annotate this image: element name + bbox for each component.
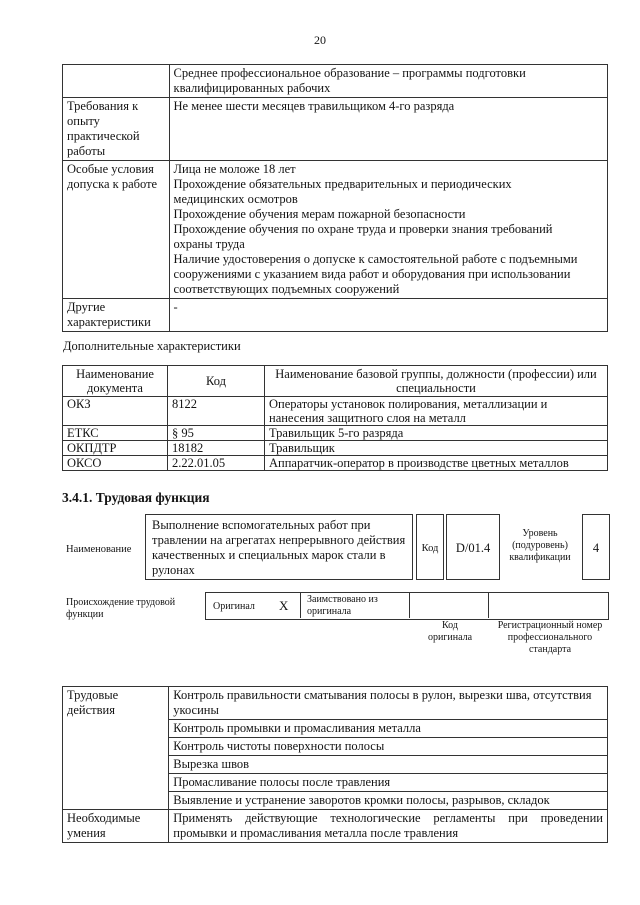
actions-label: Трудовые действия bbox=[63, 687, 169, 810]
function-name: Выполнение вспомогательных работ при травлении на агрегатах непрерывного действия качественных и специальных марок стали в рулонах bbox=[152, 518, 406, 577]
code-value-box bbox=[446, 514, 500, 580]
cell-code: 8122 bbox=[168, 397, 265, 426]
additional-heading: Дополнительные характеристики bbox=[63, 339, 241, 353]
origin-box bbox=[205, 592, 609, 620]
requirements-table bbox=[62, 64, 608, 332]
section-title: 3.4.1. Трудовая функция bbox=[62, 490, 210, 505]
cell-code: § 95 bbox=[168, 426, 265, 441]
row-value bbox=[169, 161, 607, 299]
cell-name: Травильщик bbox=[265, 441, 608, 456]
table-row bbox=[63, 441, 608, 456]
text-line: медицинских осмотров bbox=[173, 192, 298, 206]
text-line: Прохождение обучения мерам пожарной безопасности bbox=[173, 207, 466, 221]
original-label: Оригинал bbox=[213, 601, 255, 612]
table-row bbox=[63, 426, 608, 441]
cell-name: Операторы установок полирования, металлизации и нанесения защитного слоя на металл bbox=[265, 397, 608, 426]
divider bbox=[300, 592, 301, 618]
cell-doc: ЕТКС bbox=[63, 426, 168, 441]
cell-name: Аппаратчик-оператор в производстве цветных металлов bbox=[265, 456, 608, 471]
cell-name: Травильщик 5-го разряда bbox=[265, 426, 608, 441]
code-caption: Код оригинала bbox=[427, 620, 473, 643]
divider bbox=[488, 592, 489, 618]
code-label-box bbox=[416, 514, 444, 580]
page-number: 20 bbox=[314, 33, 326, 47]
function-name-box bbox=[145, 514, 413, 580]
text-line: охраны труда bbox=[173, 237, 245, 251]
row-label: Другие характеристики bbox=[63, 299, 170, 332]
table-row bbox=[63, 397, 608, 426]
code-label: Код bbox=[421, 543, 439, 554]
skills-label: Необходимые умения bbox=[63, 810, 169, 843]
row-label bbox=[63, 65, 170, 98]
level-value-box bbox=[582, 514, 610, 580]
code-value: D/01.4 bbox=[455, 541, 491, 555]
text-line: - bbox=[173, 300, 178, 314]
cell-code: 18182 bbox=[168, 441, 265, 456]
header-doc: Наименование документа bbox=[63, 366, 168, 397]
cell-code: 2.22.01.05 bbox=[168, 456, 265, 471]
action-item: Контроль чистоты поверхности полосы bbox=[169, 738, 608, 756]
action-item: Контроль правильности сматывания полосы в рулон, вырезки шва, отсутствия укосины bbox=[169, 687, 608, 720]
name-label: Наименование bbox=[66, 544, 132, 555]
level-label: Уровень (подуровень) квалификации bbox=[509, 528, 571, 563]
table-row bbox=[63, 299, 608, 332]
text-line: Прохождение обучения по охране труда и проверки знания требований bbox=[173, 222, 553, 236]
table-row bbox=[63, 161, 608, 299]
original-mark: X bbox=[279, 598, 289, 613]
action-item: Промасливание полосы после травления bbox=[169, 774, 608, 792]
actions-table bbox=[62, 686, 608, 843]
text-line: квалифицированных рабочих bbox=[173, 81, 331, 95]
text-line: сооружениями с указанием вида работ и оборудования при использовании bbox=[173, 267, 571, 281]
row-value bbox=[169, 98, 607, 161]
divider bbox=[409, 592, 410, 618]
text-line: Не менее шести месяцев травильщиком 4-го разряда bbox=[173, 99, 455, 113]
action-item: Выявление и устранение заворотов кромки полосы, разрывов, складок bbox=[169, 792, 608, 810]
action-item: Вырезка швов bbox=[169, 756, 608, 774]
action-item: Контроль промывки и промасливания металла bbox=[169, 720, 608, 738]
row-value bbox=[169, 299, 607, 332]
row-value bbox=[169, 65, 607, 98]
cell-doc: ОКПДТР bbox=[63, 441, 168, 456]
row-label: Особые условия допуска к работе bbox=[63, 161, 170, 299]
additional-characteristics-table bbox=[62, 365, 608, 471]
text-line: соответствующих подъемных сооружений bbox=[173, 282, 400, 296]
cell-doc: ОКСО bbox=[63, 456, 168, 471]
header-code: Код bbox=[168, 366, 265, 397]
table-row bbox=[63, 98, 608, 161]
borrowed-label: Заимствовано из оригинала bbox=[307, 594, 378, 617]
row-label: Требования к опыту практической работы bbox=[63, 98, 170, 161]
level-value: 4 bbox=[592, 541, 600, 555]
header-name: Наименование базовой группы, должности (профессии) или специальности bbox=[265, 366, 608, 397]
table-row bbox=[63, 456, 608, 471]
cell-doc: ОКЗ bbox=[63, 397, 168, 426]
table-row bbox=[63, 810, 608, 843]
text-line: Прохождение обязательных предварительных и периодических bbox=[173, 177, 512, 191]
table-header-row bbox=[63, 366, 608, 397]
text-line: Среднее профессиональное образование – программы подготовки bbox=[173, 66, 526, 80]
reg-caption: Регистрационный номер профессионального стандарта bbox=[497, 620, 603, 655]
text-line: Наличие удостоверения о допуске к самостоятельной работе с подъемными bbox=[173, 252, 578, 266]
origin-label: Происхождение трудовой функции bbox=[66, 597, 176, 620]
text-line: Лица не моложе 18 лет bbox=[173, 162, 296, 176]
skill-item: Применять действующие технологические регламенты при проведении промывки и промасливания металла после травления bbox=[169, 810, 608, 843]
table-row bbox=[63, 687, 608, 720]
table-row bbox=[63, 65, 608, 98]
